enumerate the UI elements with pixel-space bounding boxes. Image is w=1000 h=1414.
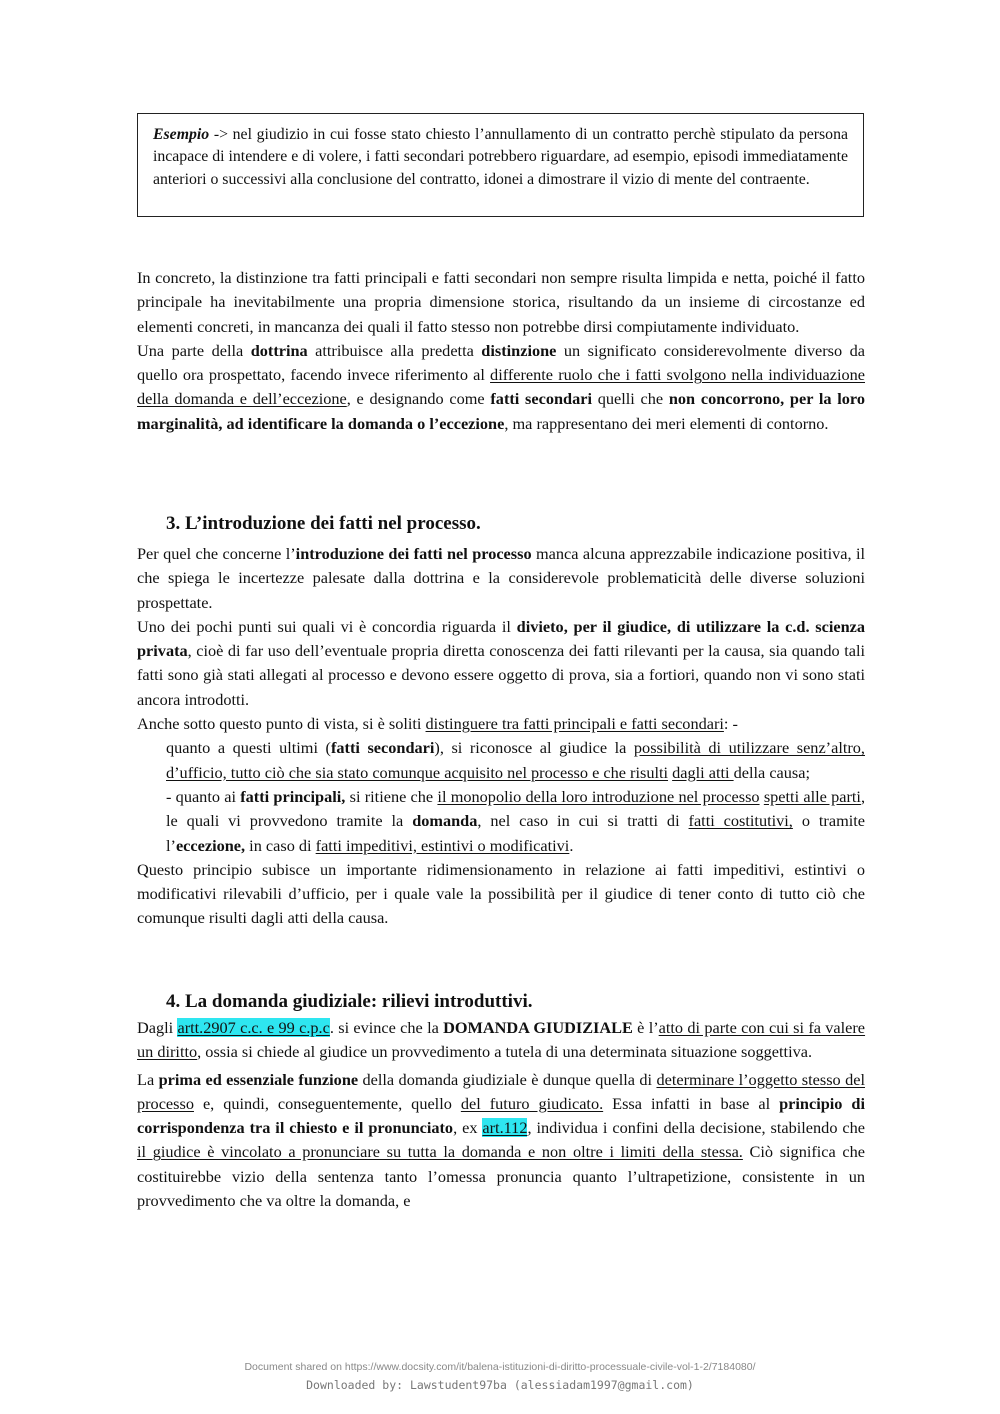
example-label: Esempio bbox=[153, 126, 210, 143]
paragraph-3: Per quel che concerne l’introduzione dei fatti nel processo manca alcuna apprezzabile indicazione positiva, il che spiega le incertezze palesate dalla dottrina e la considerevole problematicità delle diverse soluzioni prospettate. bbox=[137, 544, 865, 612]
article-reference-highlight: art.112 bbox=[482, 1118, 528, 1138]
heading-section-4: 4. La domanda giudiziale: rilievi introduttivi. bbox=[166, 991, 533, 1012]
paragraph-4: Uno dei pochi punti sui quali vi è concordia riguarda il divieto, per il giudice, di utilizzare la c.d. scienza privata, cioè di far uso dell’eventuale propria diretta conoscenza dei fatti rilevanti per la causa, sia quando tali fatti sono già stati allegati al processo e devono essere oggetto di prova, sia a fortiori, quando non vi sono stati ancora introdotti. bbox=[137, 616, 865, 709]
paragraph-2: Una parte della dottrina attribuisce alla predetta distinzione un significato considerevolmente diverso da quello ora prospettato, facendo invece riferimento al differente ruolo che i fatti svolgono nella individuazione della domanda e dell’eccezione, e designando come fatti secondari quelli che non concorrono, per la loro marginalità, ad identificare la domanda o l’eccezione, ma rappresentano dei meri elementi di contorno. bbox=[137, 340, 866, 433]
section-distinction bbox=[137, 266, 865, 436]
list-item-secondary-facts: quanto a questi ultimi (fatti secondari), si riconosce al giudice la possibilità di utilizzare senz’altro, d’ufficio, tutto ciò che sia stato comunque acquisito nel processo e che risulti dagli atti della causa; bbox=[166, 738, 865, 782]
paragraph-6: Questo principio subisce un importante ridimensionamento in relazione ai fatti impeditivi, estintivi o modificativi rilevabili d’ufficio, per i quale vale la possibilità per il giudice di tener conto di tutto ciò che comunque risulti dagli atti della causa. bbox=[137, 859, 865, 928]
paragraph-8: La prima ed essenziale funzione della domanda giudiziale è dunque quella di determinare l’oggetto stesso del processo e, quindi, conseguentemente, quello del futuro giudicato. Essa infatti in base al principio di corrispondenza tra il chiesto e il pronunciato, ex art.112, individua i confini della decisione, stabilendo che il giudice è vincolato a pronunciare su tutta la domanda e non oltre i limiti della stessa. Ciò significa che costituirebbe vizio della sentenza tanto l’omessa pronuncia quanto l’ultrapetizione, consistente in un provvedimento che va oltre la domanda, e bbox=[137, 1069, 866, 1211]
paragraph-5: Anche sotto questo punto di vista, si è soliti distinguere tra fatti principali e fatti secondari: - bbox=[137, 714, 738, 734]
heading-section-3: 3. L’introduzione dei fatti nel processo. bbox=[166, 513, 481, 534]
statute-reference-highlight: artt.2907 c.c. e 99 c.p.c bbox=[177, 1018, 330, 1037]
example-text: Esempio -> nel giudizio in cui fosse stato chiesto l’annullamento di un contratto perchè stipulato da persona incapace di intendere e di volere, i fatti secondari potrebbero riguardare, ad esempio, episodi immediatamente anteriori o successivi alla conclusione del contratto, idonei a dimostrare il vizio di mente del contraente. bbox=[153, 126, 848, 188]
footer-shared-link[interactable]: Document shared on https://www.docsity.com/it/balena-istituzioni-di-diritto-processuale-civile-vol-1-2/7184080/ bbox=[244, 1361, 756, 1373]
footer-downloaded-by: Downloaded by: Lawstudent97ba (alessiadam1997@gmail.com) bbox=[306, 1378, 694, 1392]
example-box bbox=[137, 113, 864, 217]
section-4-body bbox=[137, 1016, 865, 1213]
paragraph-7: Dagli artt.2907 c.c. e 99 c.p.c. si evince che la DOMANDA GIUDIZIALE è l’atto di parte con cui si fa valere un diritto, ossia si chiede al giudice un provvedimento a tutela di una determinata situazione soggettiva. bbox=[137, 1018, 866, 1062]
paragraph-1: In concreto, la distinzione tra fatti principali e fatti secondari non sempre risulta limpida e netta, poiché il fatto principale ha inevitabilmente una propria dimensione storica, risultando da un insieme di circostanze ed elementi concreti, in mancanza dei quali il fatto stesso non potrebbe dirsi compiutamente individuato. bbox=[137, 268, 865, 336]
section-3-body bbox=[137, 542, 865, 931]
list-item-principal-facts: - quanto ai fatti principali, si ritiene che il monopolio della loro introduzione nel processo spetti alle parti, le quali vi provvedono tramite la domanda, nel caso in cui si tratti di fatti costitutivi, o tramite l’eccezione, in caso di fatti impeditivi, estintivi o modificativi. bbox=[166, 786, 866, 855]
